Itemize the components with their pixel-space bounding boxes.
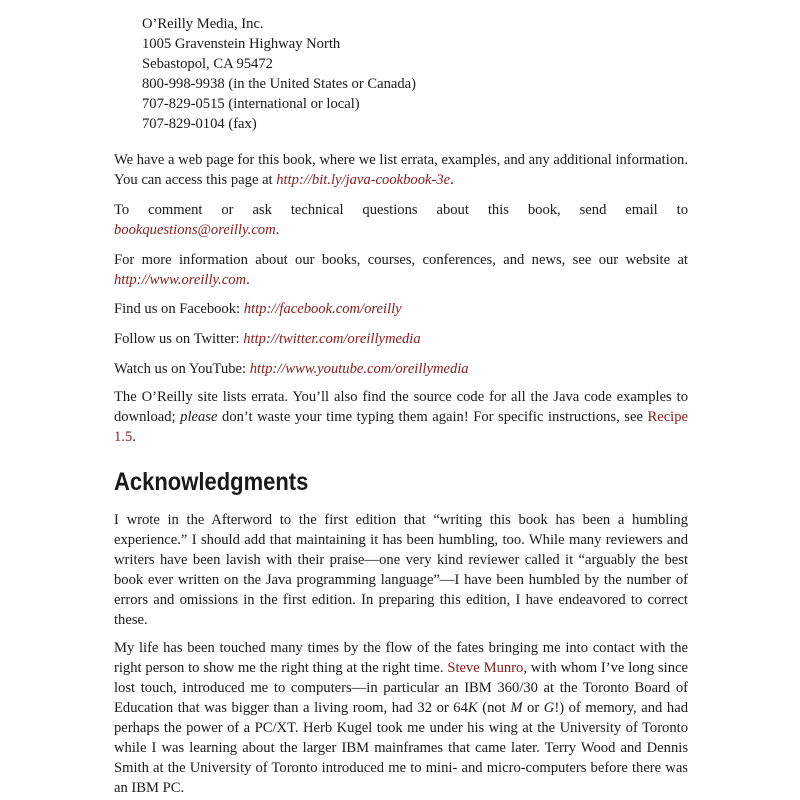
paragraph-text: , with whom I’ve long since lost touch, introduced me to computers—in particular an IBM 360/30 at the Toronto Board of Education that was bigger than a living room, had 32 or 64 xyxy=(114,660,688,716)
paragraph-text: My life has been touched many times by the flow of the fates bringing me into contact with the right person to show me the right thing at the right time. xyxy=(114,640,688,676)
paragraph-text: We have a web page for this book, where we list errata, examples, and any additional information. You can access this page at xyxy=(114,152,688,188)
acknowledgments-paragraph-1: I wrote in the Afterword to the first edition that “writing this book has been a humbling experience.” I should add that maintaining it has been humbling, too. While many reviewers and writers have been lavish with their praise—one very kind reviewer called it “arguably the best book ever written on the Java programming language”—I have been humbled by the number of errors and omissions in the first edition. In preparing this edition, I have endeavored to correct these. xyxy=(114,512,688,628)
paragraph-text: . xyxy=(132,429,136,445)
twitter-link[interactable]: http://twitter.com/oreillymedia xyxy=(243,331,421,347)
paragraph-text: or xyxy=(522,700,544,716)
youtube-link[interactable]: http://www.youtube.com/oreillymedia xyxy=(249,361,469,377)
acknowledgments-heading: Acknowledgments xyxy=(114,468,309,496)
paragraph-text: For more information about our books, courses, conferences, and news, see our website at xyxy=(114,252,688,268)
website-link[interactable]: http://www.oreilly.com xyxy=(114,272,247,288)
twitter-label: Follow us on Twitter: xyxy=(114,331,244,347)
address-line: 800-998-9938 (in the United States or Canada) xyxy=(142,76,416,92)
emphasis-text: M xyxy=(510,700,523,716)
address-line: 707-829-0104 (fax) xyxy=(142,116,257,132)
emphasis-text: K xyxy=(467,700,478,716)
paragraph-text: don’t waste your time typing them again! For specific instructions, see xyxy=(217,409,648,425)
paragraph-text: !) of memory, and had perhaps the power of a PC/XT. Herb Kugel took me under his wing at the University of Toronto while I was learning about the larger IBM mainframes that came later. Terry Wood and Dennis Smith at the University of Toronto introduced me to mini- and micro-computers before there was an IBM PC. xyxy=(114,700,689,796)
paragraph-text: . xyxy=(450,172,454,188)
recipe-reference-link[interactable]: Recipe 1.5 xyxy=(114,409,689,445)
address-line: O’Reilly Media, Inc. xyxy=(142,16,264,32)
publisher-address xyxy=(142,14,416,134)
address-line: Sebastopol, CA 95472 xyxy=(142,56,273,72)
paragraph-text: . xyxy=(275,222,280,238)
email-link[interactable]: bookquestions@oreilly.com xyxy=(114,222,276,238)
paragraph-text: The O’Reilly site lists errata. You’ll also find the source code for all the Java code examples to download; xyxy=(114,389,688,425)
errata-paragraph xyxy=(114,387,688,447)
paragraph-text: To comment or ask technical questions about this book, send email to xyxy=(114,202,688,218)
facebook-link[interactable]: http://facebook.com/oreilly xyxy=(243,301,402,317)
paragraph-text: . xyxy=(246,272,250,288)
emphasis-text: please xyxy=(180,409,218,425)
more-info-paragraph xyxy=(114,250,688,290)
web-page-paragraph xyxy=(114,150,688,190)
facebook-line xyxy=(114,299,688,319)
comment-paragraph xyxy=(114,200,688,240)
youtube-label: Watch us on YouTube: xyxy=(114,361,250,377)
facebook-label: Find us on Facebook: xyxy=(114,301,244,317)
address-line: 707-829-0515 (international or local) xyxy=(142,96,360,112)
emphasis-text: G xyxy=(543,700,555,716)
address-line: 1005 Gravenstein Highway North xyxy=(142,36,341,52)
paragraph-text: (not xyxy=(477,700,511,716)
twitter-line xyxy=(114,329,688,349)
steve-munro-link[interactable]: Steve Munro xyxy=(447,660,524,676)
book-web-page-link[interactable]: http://bit.ly/java-cookbook-3e xyxy=(276,172,451,188)
acknowledgments-paragraph-2 xyxy=(114,638,688,798)
youtube-line xyxy=(114,359,688,379)
